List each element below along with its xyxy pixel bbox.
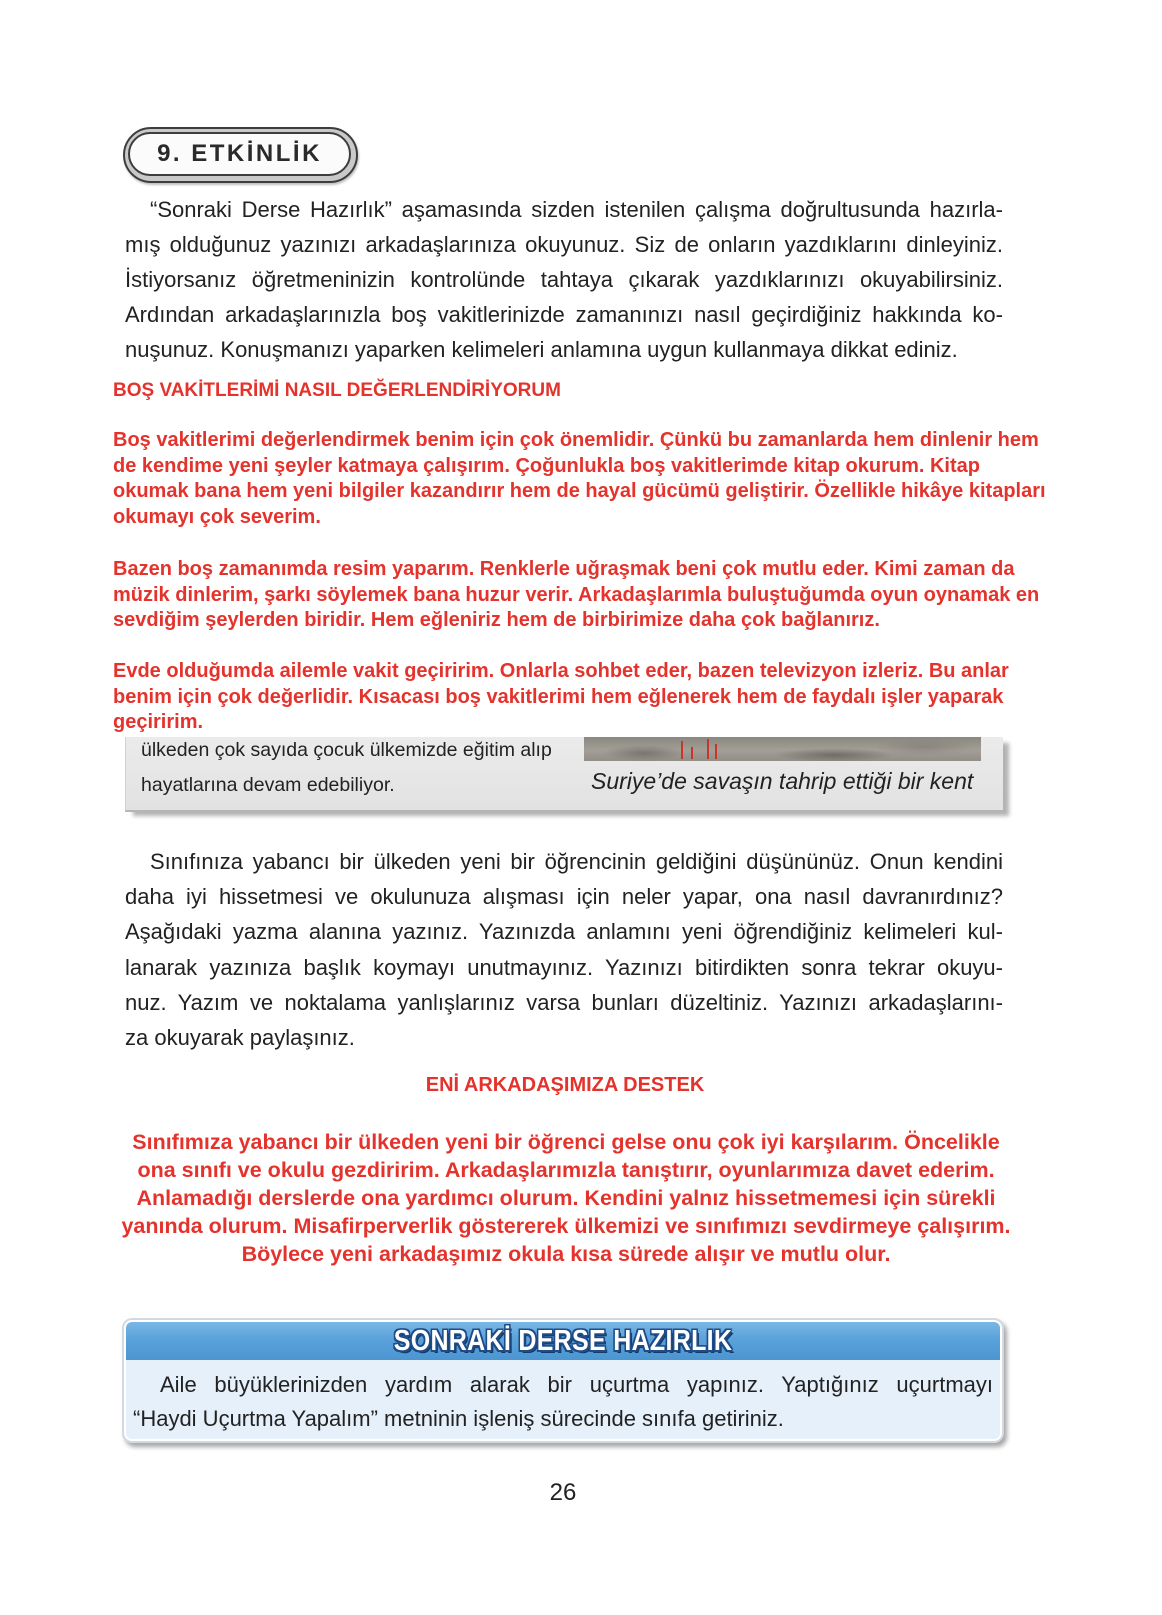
free-time-answer-paragraph: [113, 659, 1009, 736]
intro-line: mış olduğunuz yazınızı arkadaşlarınıza okuyunuz. Siz de onların yazdıklarını dinleyiniz.: [125, 232, 1003, 257]
new-friend-answer-paragraph: [0, 1128, 1132, 1268]
next-lesson-prep-body: [126, 1360, 1000, 1439]
free-time-answer-paragraph: [113, 428, 1046, 531]
answer-line: sevdiğim şeylerden biridir. Hem eğleniriz hem de birbirimize daha çok bağlanırız.: [113, 609, 880, 632]
next-lesson-prep-text: [133, 1368, 993, 1436]
new-friend-answer-title: ENİ ARKADAŞIMIZA DESTEK: [425, 1074, 705, 1096]
task-line: Aşağıdaki yazma alanına yazınız. Yazınızda anlamını yeni öğrendiğiniz kelimeleri kul-: [125, 919, 1003, 945]
answer-line: okumayı çok severim.: [113, 506, 321, 529]
answer-line: yanında olurum. Misafirperverlik göstererek ülkemizi ve sınıfımızı sevdirmeye çalışırım.: [121, 1214, 1011, 1238]
photo-detail: [691, 747, 693, 759]
task-line: daha iyi hissetmesi ve okulunuza alışması için neler yapar, ona nasıl davranırdınız?: [125, 884, 1003, 910]
prep-line: Aile büyüklerinizden yardım alarak bir uçurtma yapınız. Yaptığınız uçurtmayı: [160, 1372, 993, 1397]
next-lesson-prep-title: SONRAKİ DERSE HAZIRLIK: [393, 1324, 733, 1358]
task-line: lanarak yazınıza başlık koymayı unutmayınız. Yazınızı bitirdikten sonra tekrar okuyu-: [125, 954, 1003, 980]
next-lesson-prep-box: [122, 1318, 1004, 1443]
intro-line: nuşunuz. Konuşmanızı yaparken kelimeleri anlamına uygun kullanmaya dikkat ediniz.: [125, 337, 958, 362]
info-box-text-line: ülkeden çok sayıda çocuk ülkemizde eğitim alıp: [141, 739, 552, 761]
photo-detail: [715, 744, 717, 759]
activity-badge-label: 9. ETKİNLİK: [157, 140, 322, 167]
photo-detail: [707, 739, 709, 759]
intro-paragraph: [125, 192, 1003, 367]
writing-task-paragraph: [125, 844, 1003, 1055]
free-time-answer-title: BOŞ VAKİTLERİMİ NASIL DEĞERLENDİRİYORUM: [113, 380, 561, 401]
page-number: 26: [549, 1479, 577, 1506]
war-damaged-city-photo: [584, 737, 981, 761]
answer-line: okumak bana hem yeni bilgiler kazandırır hem de hayal gücümü geliştirir. Özellikle hikâye kitapları: [113, 480, 1046, 503]
answer-line: Bazen boş zamanımda resim yaparım. Renklerle uğraşmak beni çok mutlu eder. Kimi zaman da: [113, 558, 1015, 580]
intro-line: Ardından arkadaşlarınızla boş vakitlerinizde zamanınızı nasıl geçirdiğiniz hakkında ko-: [125, 302, 1003, 327]
answer-line: benim için çok değerlidir. Kısacası boş vakitlerimi hem eğlenerek hem de faydalı işler yaparak: [113, 685, 1004, 708]
answer-line: ona sınıfı ve okulu gezdiririm. Arkadaşlarımızla tanıştırır, oyunlarımıza davet ederim.: [137, 1158, 995, 1182]
answer-line: Evde olduğumda ailemle vakit geçiririm. Onlarla sohbet eder, bazen televizyon izleriz. Bu anlar: [113, 660, 1009, 682]
free-time-answer-paragraph: [113, 557, 1039, 634]
intro-line: İstiyorsanız öğretmeninizin kontrolünde tahtaya çıkarak yazdıklarınızı okuyabilirsiniz.: [125, 267, 1003, 292]
prep-line: “Haydi Uçurtma Yapalım” metninin işleniş sürecinde sınıfa getiriniz.: [133, 1406, 784, 1431]
answer-line: Anlamadığı derslerde ona yardımcı olurum. Kendini yalnız hissetmemesi için sürekli: [136, 1186, 996, 1210]
task-line: nuz. Yazım ve noktalama yanlışlarınız varsa bunları düzeltiniz. Yazınızı arkadaşlarını-: [125, 989, 1003, 1015]
activity-badge-inner: [128, 132, 351, 176]
task-line: za okuyarak paylaşınız.: [125, 1025, 355, 1051]
photo-caption: Suriye’de savaşın tahrip ettiği bir kent: [591, 768, 974, 794]
answer-line: geçiririm.: [113, 711, 204, 734]
task-line: Sınıfınıza yabancı bir ülkeden yeni bir öğrencinin geldiğini düşününüz. Onun kendini: [150, 849, 1003, 874]
photo-detail: [681, 741, 683, 759]
answer-line: Sınıfımıza yabancı bir ülkeden yeni bir öğrenci gelse onu çok iyi karşılarım. Öncelikle: [132, 1130, 1000, 1154]
answer-line: Böylece yeni arkadaşımız okula kısa sürede alışır ve mutlu olur.: [241, 1242, 891, 1266]
activity-badge: [123, 127, 358, 183]
answer-line: de kendime yeni şeyler katmaya çalışırım. Çoğunlukla boş vakitlerimde kitap okurum. Kitap: [113, 454, 980, 477]
intro-line: “Sonraki Derse Hazırlık” aşamasında sizden istenilen çalışma doğrultusunda hazırla-: [150, 197, 1003, 222]
refugee-info-box: [125, 737, 1003, 812]
answer-line: müzik dinlerim, şarkı söylemek bana huzur verir. Arkadaşlarımla buluştuğumda oyun oynamak en: [113, 583, 1040, 606]
answer-line: Boş vakitlerimi değerlendirmek benim için çok önemlidir. Çünkü bu zamanlarda hem dinlenir hem: [113, 429, 1039, 451]
info-box-text-line: hayatlarına devam edebiliyor.: [141, 774, 395, 796]
next-lesson-prep-header: [126, 1322, 1000, 1360]
